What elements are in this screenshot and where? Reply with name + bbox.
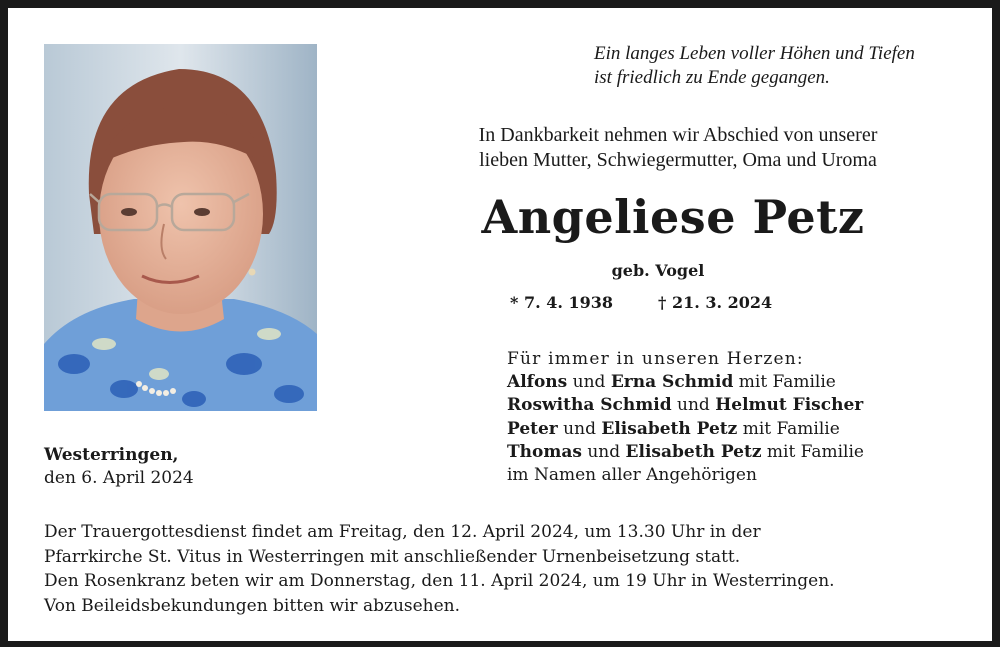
service-line: Der Trauergottesdienst findet am Freitag, den 12. April 2024, um 13.30 Uhr in der — [44, 522, 761, 542]
family-conjunction: und — [581, 441, 626, 462]
intro-text — [338, 123, 1000, 173]
motto-line-1: Ein langes Leben voller Höhen und Tiefen — [594, 43, 915, 64]
family-line — [507, 394, 987, 417]
family-line — [507, 418, 987, 441]
service-info — [44, 520, 984, 618]
family-name-a: Alfons — [507, 372, 568, 393]
family-suffix: mit Familie — [761, 441, 864, 462]
birth-date: * 7. 4. 1938 — [510, 293, 614, 312]
family-conjunction: und — [567, 372, 611, 393]
service-line: Den Rosenkranz beten wir am Donnerstag, den 11. April 2024, um 19 Uhr in Westerringen. — [44, 571, 835, 591]
family-name-b: Elisabeth Petz — [601, 418, 738, 439]
family-conjunction: und — [557, 418, 602, 439]
family-heading: Für immer in unseren Herzen: — [507, 349, 804, 369]
family-name-a: Roswitha Schmid — [507, 395, 672, 416]
family-line — [507, 371, 987, 394]
family-suffix: mit Familie — [733, 372, 836, 393]
maiden-name: geb. Vogel — [611, 261, 705, 280]
family-line — [507, 441, 987, 464]
place-date — [44, 444, 194, 490]
family-suffix: mit Familie — [737, 418, 840, 439]
deceased-name: Angeliese Petz — [481, 190, 865, 244]
family-name-b: Elisabeth Petz — [625, 441, 762, 462]
family-name-a: Thomas — [507, 441, 582, 462]
place-name: Westerringen, — [44, 445, 179, 465]
portrait-photo — [44, 44, 317, 411]
family-name-b: Erna Schmid — [610, 372, 734, 393]
intro-line-2: lieben Mutter, Schwiegermutter, Oma und Uroma — [479, 149, 877, 171]
family-closing: im Namen aller Angehörigen — [507, 465, 757, 486]
intro-line-1: In Dankbarkeit nehmen wir Abschied von unserer — [478, 124, 878, 146]
notice-date: den 6. April 2024 — [44, 468, 194, 488]
family-conjunction: und — [671, 395, 716, 416]
family-name-b: Helmut Fischer — [715, 395, 864, 416]
family-list — [507, 348, 987, 487]
motto-line-2: ist friedlich zu Ende gegangen. — [594, 67, 830, 88]
service-line: Von Beileidsbekundungen bitten wir abzusehen. — [44, 595, 461, 616]
motto — [594, 42, 984, 90]
service-line: Pfarrkirche St. Vitus in Westerringen mit anschließender Urnenbeisetzung statt. — [44, 546, 741, 567]
death-date: † 21. 3. 2024 — [658, 293, 773, 312]
family-name-a: Peter — [507, 418, 558, 439]
